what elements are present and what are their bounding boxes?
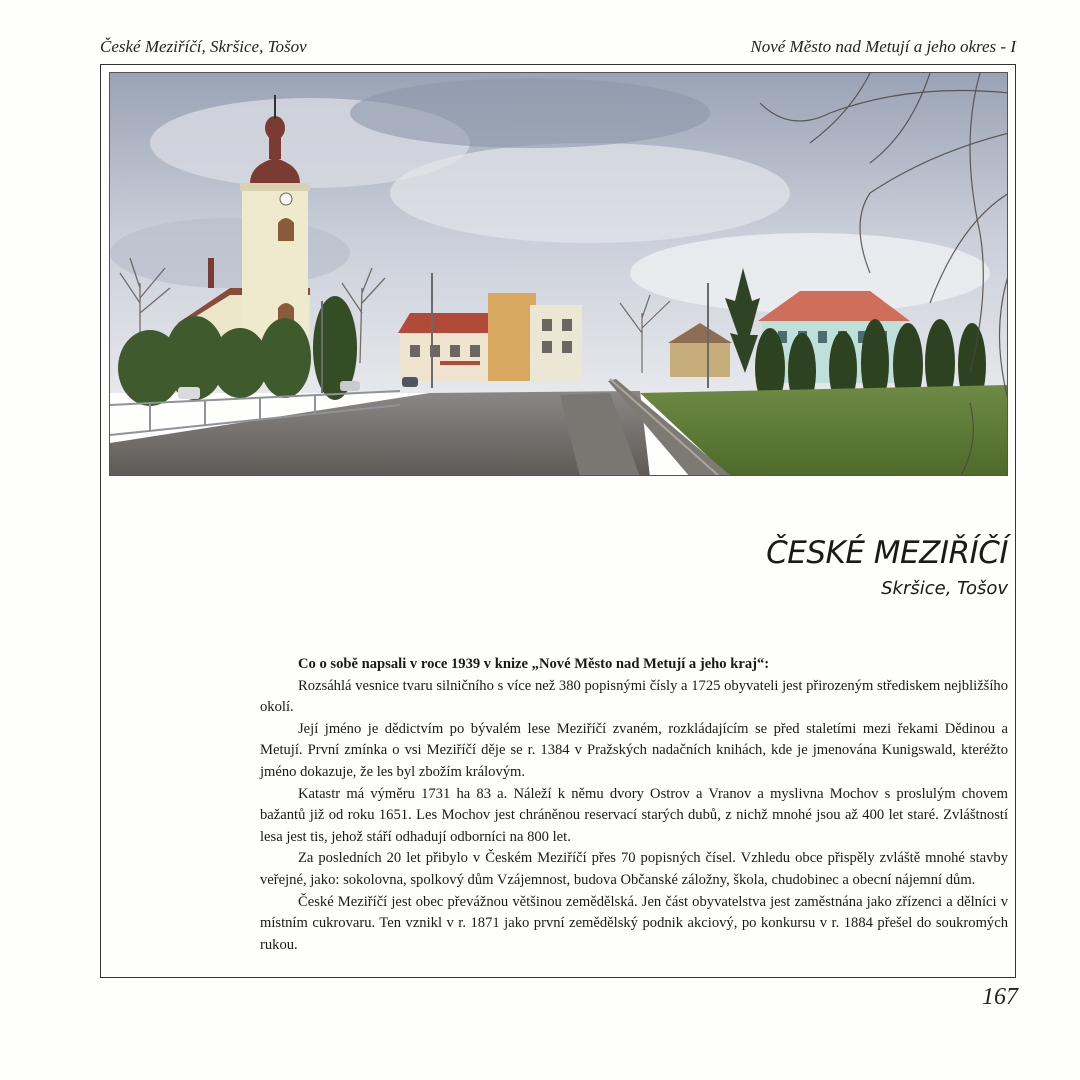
running-head-left: České Meziříčí, Skršice, Tošov (100, 37, 307, 56)
page-title: ČESKÉ MEZIŘÍČÍ (766, 535, 1008, 571)
paragraph: České Meziříčí jest obec převážnou většinou zemědělská. Jen část obyvatelstva jest zaměstnána jako zřízenci a dělníci v místním cukrovaru. Ten vznikl v r. 1871 jako první zemědělský podnik akciový, po konkursu v r. 1884 přešel do soukromých rukou. (260, 893, 1008, 953)
lead-paragraph: Co o sobě napsali v roce 1939 v knize „Nové Město nad Metují a jeho kraj“: (298, 656, 770, 672)
panorama-photo (109, 72, 1008, 476)
body-text (260, 654, 1008, 956)
paragraph: Její jméno je dědictvím po bývalém lese Meziříčí zvaném, rozkládajícím se před staletími mezi řekami Dědinou a Metují. První zmínka o vsi Meziříčí děje se r. 1384 v Pražských nadačních knihách, kde je jmenována Kunigswald, kteréžto jméno dokazuje, že les byl zbožím královým. (260, 720, 1008, 780)
paragraph: Za posledních 20 let přibylo v Českém Meziříčí přes 70 popisných čísel. Vzhledu obce přispěly zvláště mnohé stavby veřejné, jako: sokolovna, spolkový dům Vzájemnost, budova Občanské záložny, škola, chudobinec a obecní nájemní dům. (260, 850, 1008, 888)
page-subtitle: Skršice, Tošov (881, 578, 1008, 600)
title-block (766, 535, 1008, 599)
paragraph: Katastr má výměru 1731 ha 83 a. Náleží k němu dvory Ostrov a Vranov a myslivna Mochov s proslulým chovem bažantů již od roku 1651. Les Mochov jest chráněnou reservací starých dubů, z nichž mnohé jsou až 400 let staré. Zvláštností lesa jest tis, jehož stáří odhadují odborníci na 800 let. (260, 785, 1008, 845)
running-head-right: Nové Město nad Metují a jeho okres - I (750, 37, 1016, 56)
page-number: 167 (982, 984, 1018, 1010)
paragraph: Rozsáhlá vesnice tvaru silničního s více než 380 popisnými čísly a 1725 obyvateli jest přirozeným střediskem nejbližšího okolí. (260, 677, 1008, 716)
